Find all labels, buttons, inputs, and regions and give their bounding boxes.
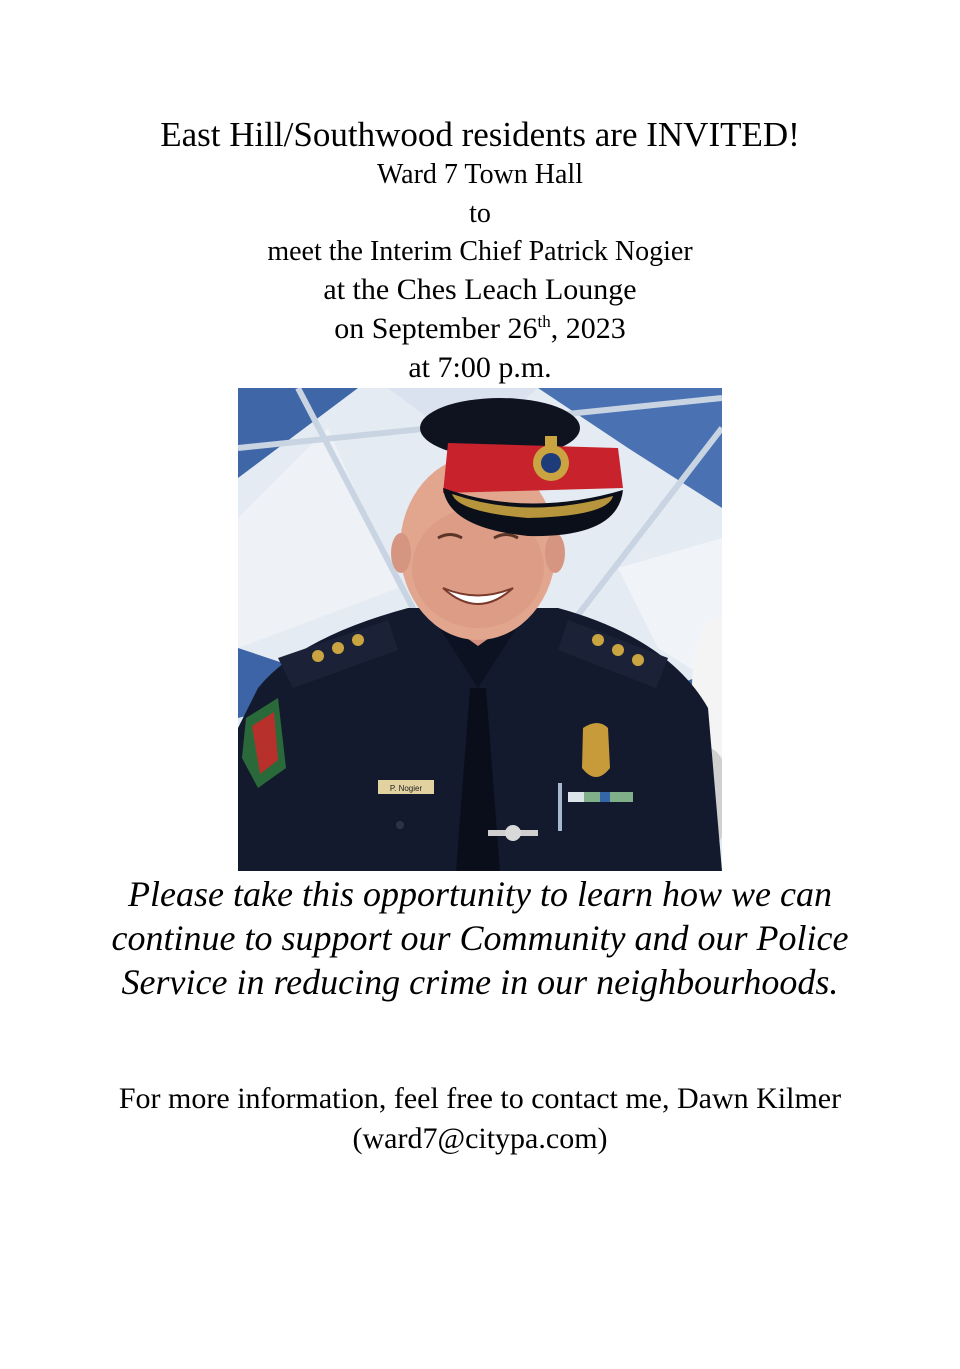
meet-line: meet the Interim Chief Patrick Nogier	[267, 236, 693, 267]
contact-info: For more information, feel free to contact me, Dawn Kilmer (ward7@citypa.com)	[118, 1082, 842, 1155]
headline: East Hill/Southwood residents are INVITED!	[160, 115, 800, 154]
date-prefix: on September 26	[334, 312, 538, 345]
portrait-illustration	[238, 388, 722, 871]
date-year: , 2023	[550, 312, 626, 345]
chief-portrait-photo	[238, 388, 722, 871]
date-line	[0, 310, 960, 348]
time-line: at 7:00 p.m.	[408, 351, 552, 384]
event-line: Ward 7 Town Hall	[376, 159, 583, 190]
to-line: to	[469, 198, 491, 229]
nametag-text: P. Nogier	[389, 784, 423, 793]
location-line: at the Ches Leach Lounge	[323, 273, 637, 306]
date-ordinal: th	[537, 312, 551, 331]
invitation-message: Please take this opportunity to learn how we can continue to support our Community and our Police Service in reducing crime in our neighbourhoods.	[111, 874, 849, 1002]
